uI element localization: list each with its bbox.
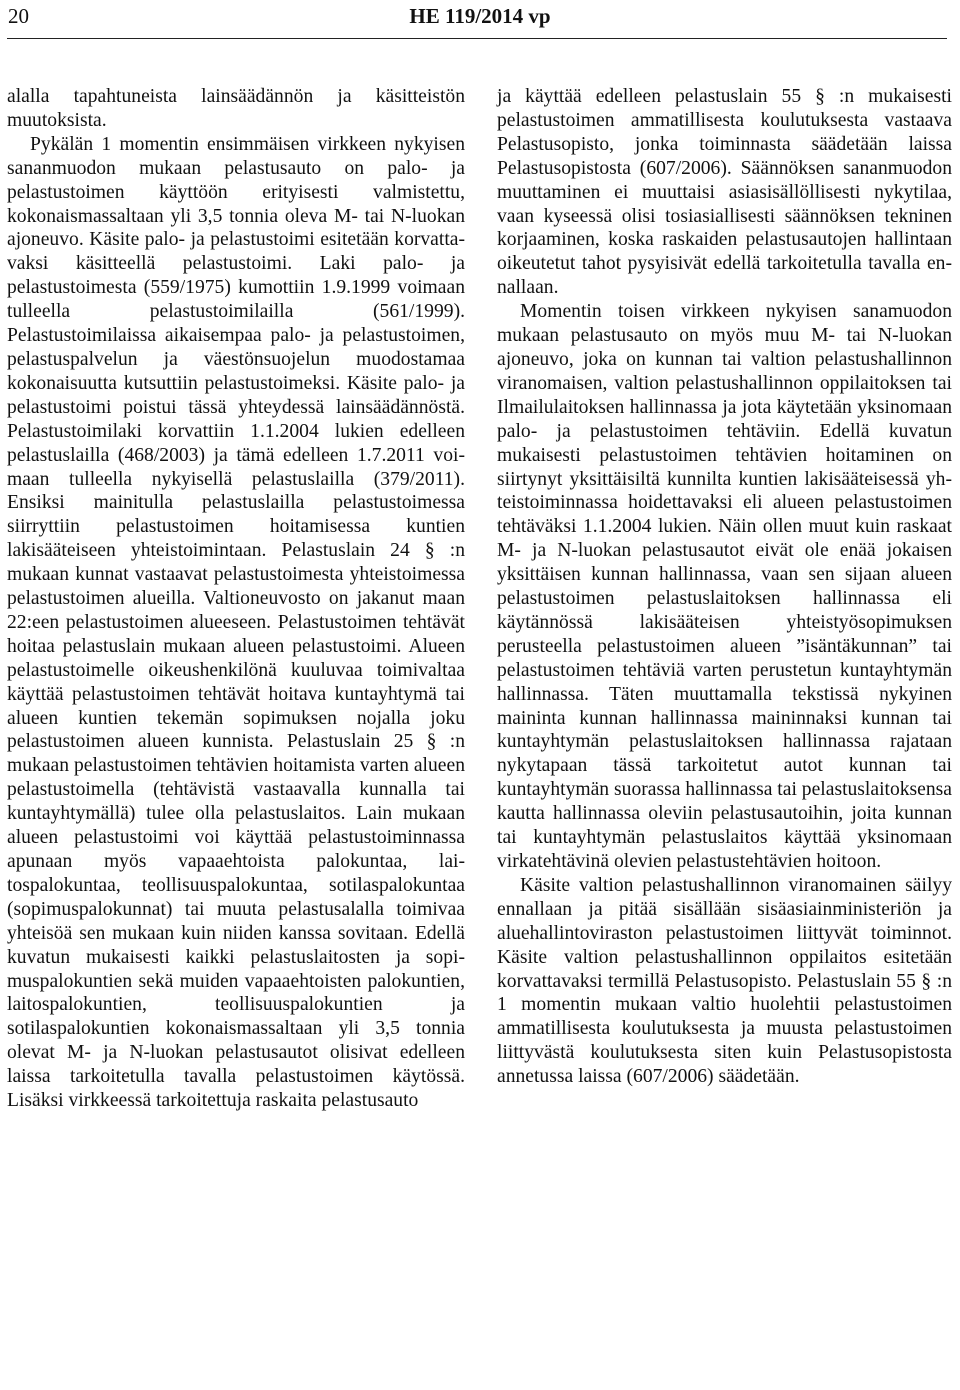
header-divider (7, 38, 947, 39)
paragraph: alalla tapahtuneista lainsäädännön ja käsitteistön muutoksista. (7, 86, 465, 131)
right-column (497, 85, 952, 1089)
page-header (0, 0, 960, 40)
paragraph: Käsite valtion pelastushallinnon viranomainen säilyy ennallaan ja pitää sisällään sisäasiainministeriön ja aluehallintoviraston pelastustoimen liittyvät toiminnot. Käsite valtion pelastushallinnon oppilaitos esitetään korvattavaksi termillä Pelastusopisto. Pelastuslain 55 § :n 1 momentin mukaan valtio huolehtii pelastustoimen ammatillisesta koulutuksesta ja muusta pelastustoimen liittyvästä koulutuksesta siten kuin Pelastusopistosta annetussa laissa (607/2006) säädetään. (497, 874, 952, 1088)
paragraph: Pykälän 1 momentin ensimmäisen virkkeen nykyisen sananmuodon mukaan pelastusauto on palo- ja pelastustoimen käyttöön erityisesti valmistettu, kokonaismassaltaan yli 3,5 tonnia oleva M- tai N-luokan ajoneuvo. Käsite palo- ja pelastustoimi esitetään korvattavaksi käsitteellä pelastustoimi. Laki palo- ja pelastustoimesta (559/1975) kumottiin 1.9.1999 voimaan tulleella pelastustoimilailla (561/1999). Pelastustoimilaissa aikaisempaa palo- ja pelastustoimen, pelastuspalvelun ja väestönsuojelun muodostamaa kokonaisuutta kutsuttiin pelastustoimeksi. Käsite palo- ja pelastustoimi poistui tässä yhteydessä lainsäädännöstä. Pelastustoimilaki korvattiin 1.1.2004 lukien edelleen pelastuslailla (468/2003) ja tämä edelleen 1.7.2011 voimaan tulleella nykyisellä pelastuslailla (379/2011). Ensiksi mainitulla pelastuslailla pelastustoimessa siirryttiin pelastustoimen hoitamisessa kuntien lakisääteiseen yhteistoimintaan. Pelastuslain 24 § :n mukaan kunnat vastaavat pelastustoimesta yhteistoimessa pelastustoimen alueilla. Valtioneuvosto on jakanut maan 22:een pelastustoimen alueeseen. Pelastustoimen tehtävät hoitaa pelastuslain mukaan alueen pelastustoimi. Alueen pelastustoimelle oikeushenkilönä kuuluvaa toimivaltaa käyttää pelastustoimen tehtävät hoitava kuntayhtymä tai alueen kuntien tekemän sopimuksen nojalla joku pelastustoimen alueen kunnista. Pelastuslain 25 § :n mukaan pelastustoimen tehtävien hoitamista varten alueen pelastustoimella (tehtävistä vastaavalla kunnalla tai kuntayhtymällä) tulee olla pelastuslaitos. Lain mukaan alueen pelastustoimi voi käyttää pelastustoiminnassa apunaan myös vapaaehtoista palokuntaa, laitospalokuntaa, teollisuuspalokuntaa, sotilaspalokuntaa (sopimuspalokunnat) tai muuta pelastusalalla toimivaa yhteisöä sen mukaan kuin niiden kanssa sovitaan. Edellä kuvatun mukaisesti kaikki pelastuslaitosten ja sopimuspalokuntien sekä muiden vapaaehtoisten palokuntien, laitospalokuntien, teollisuuspalokuntien ja sotilaspalokuntien kokonaismassaltaan yli 3,5 tonnia olevat M- ja N-luokan pelastusautot olisivat edelleen laissa tarkoitetulla tavalla pelastustoimen käytössä. Lisäksi virkkeessä tarkoitettuja raskaita pelastusauto (7, 133, 465, 1112)
page-number: 20 (8, 4, 29, 28)
left-column (7, 85, 465, 1113)
document-id: HE 119/2014 vp (409, 4, 551, 28)
paragraph: Momentin toisen virkkeen nykyisen sanamuodon mukaan pelastusauto on myös muu M- tai N-luokan ajoneuvo, joka on kunnan tai valtion pelastushallinnon viranomaisen, valtion pelastushallinnon oppilaitoksen tai Ilmailulaitoksen hallinnassa ja jota käytetään yksinomaan palo- ja pelastustoimen tehtäviin. Edellä kuvatun mukaisesti pelastustoimen tehtävien hoitaminen on siirtynyt yksittäisiltä kunnilta kuntien lakisääteisessä yhteistoiminnassa hoidettavaksi eli alueen pelastustoimen tehtäväksi 1.1.2004 lukien. Näin ollen muut kuin raskaat M- ja N-luokan pelastusautot eivät ole enää jokaisen yksittäisen kunnan hallinnassa, vaan sen sijaan alueen pelastustoimen pelastuslaitoksen hallinnassa eli käytännössä lakisääteisen yhteistyösopimuksen perusteella pelastustoimen alueen ”isäntäkunnan” tai pelastustoimen tehtäviä varten perustetun kuntayhtymän hallinnassa. Täten muuttamalla tekstissä nykyinen maininta kunnan hallinnassa maininnaksi kunnan tai kuntayhtymän pelastuslaitoksen hallinnassa rajataan nykytapaan tässä tarkoitetut autot kunnan tai kuntayhtymän suorassa hallinnassa tai pelastuslaitoksensa kautta hallinnassa oleviin pelastusautoihin, joita kunnan tai kuntayhtymän pelastuslaitos käyttää yksinomaan virkatehtävinä olevien pelastustehtävien hoitoon. (497, 301, 952, 872)
paragraph: ja käyttää edelleen pelastuslain 55 § :n mukaisesti pelastustoimen ammatillisesta koulutuksesta vastaava Pelastusopisto, jonka toiminnasta säädetään laissa Pelastusopistosta (607/2006). Säännöksen sananmuodon muuttaminen ei muuttaisi asiasisällöllisesti nykytilaa, vaan kyseessä olisi tosiasiallisesti säännöksen tekninen korjaaminen, koska raskaiden pelastusautojen hallintaan oikeutetut tahot pysyisivät edellä tarkoitetulla tavalla ennallaan. (497, 86, 952, 299)
